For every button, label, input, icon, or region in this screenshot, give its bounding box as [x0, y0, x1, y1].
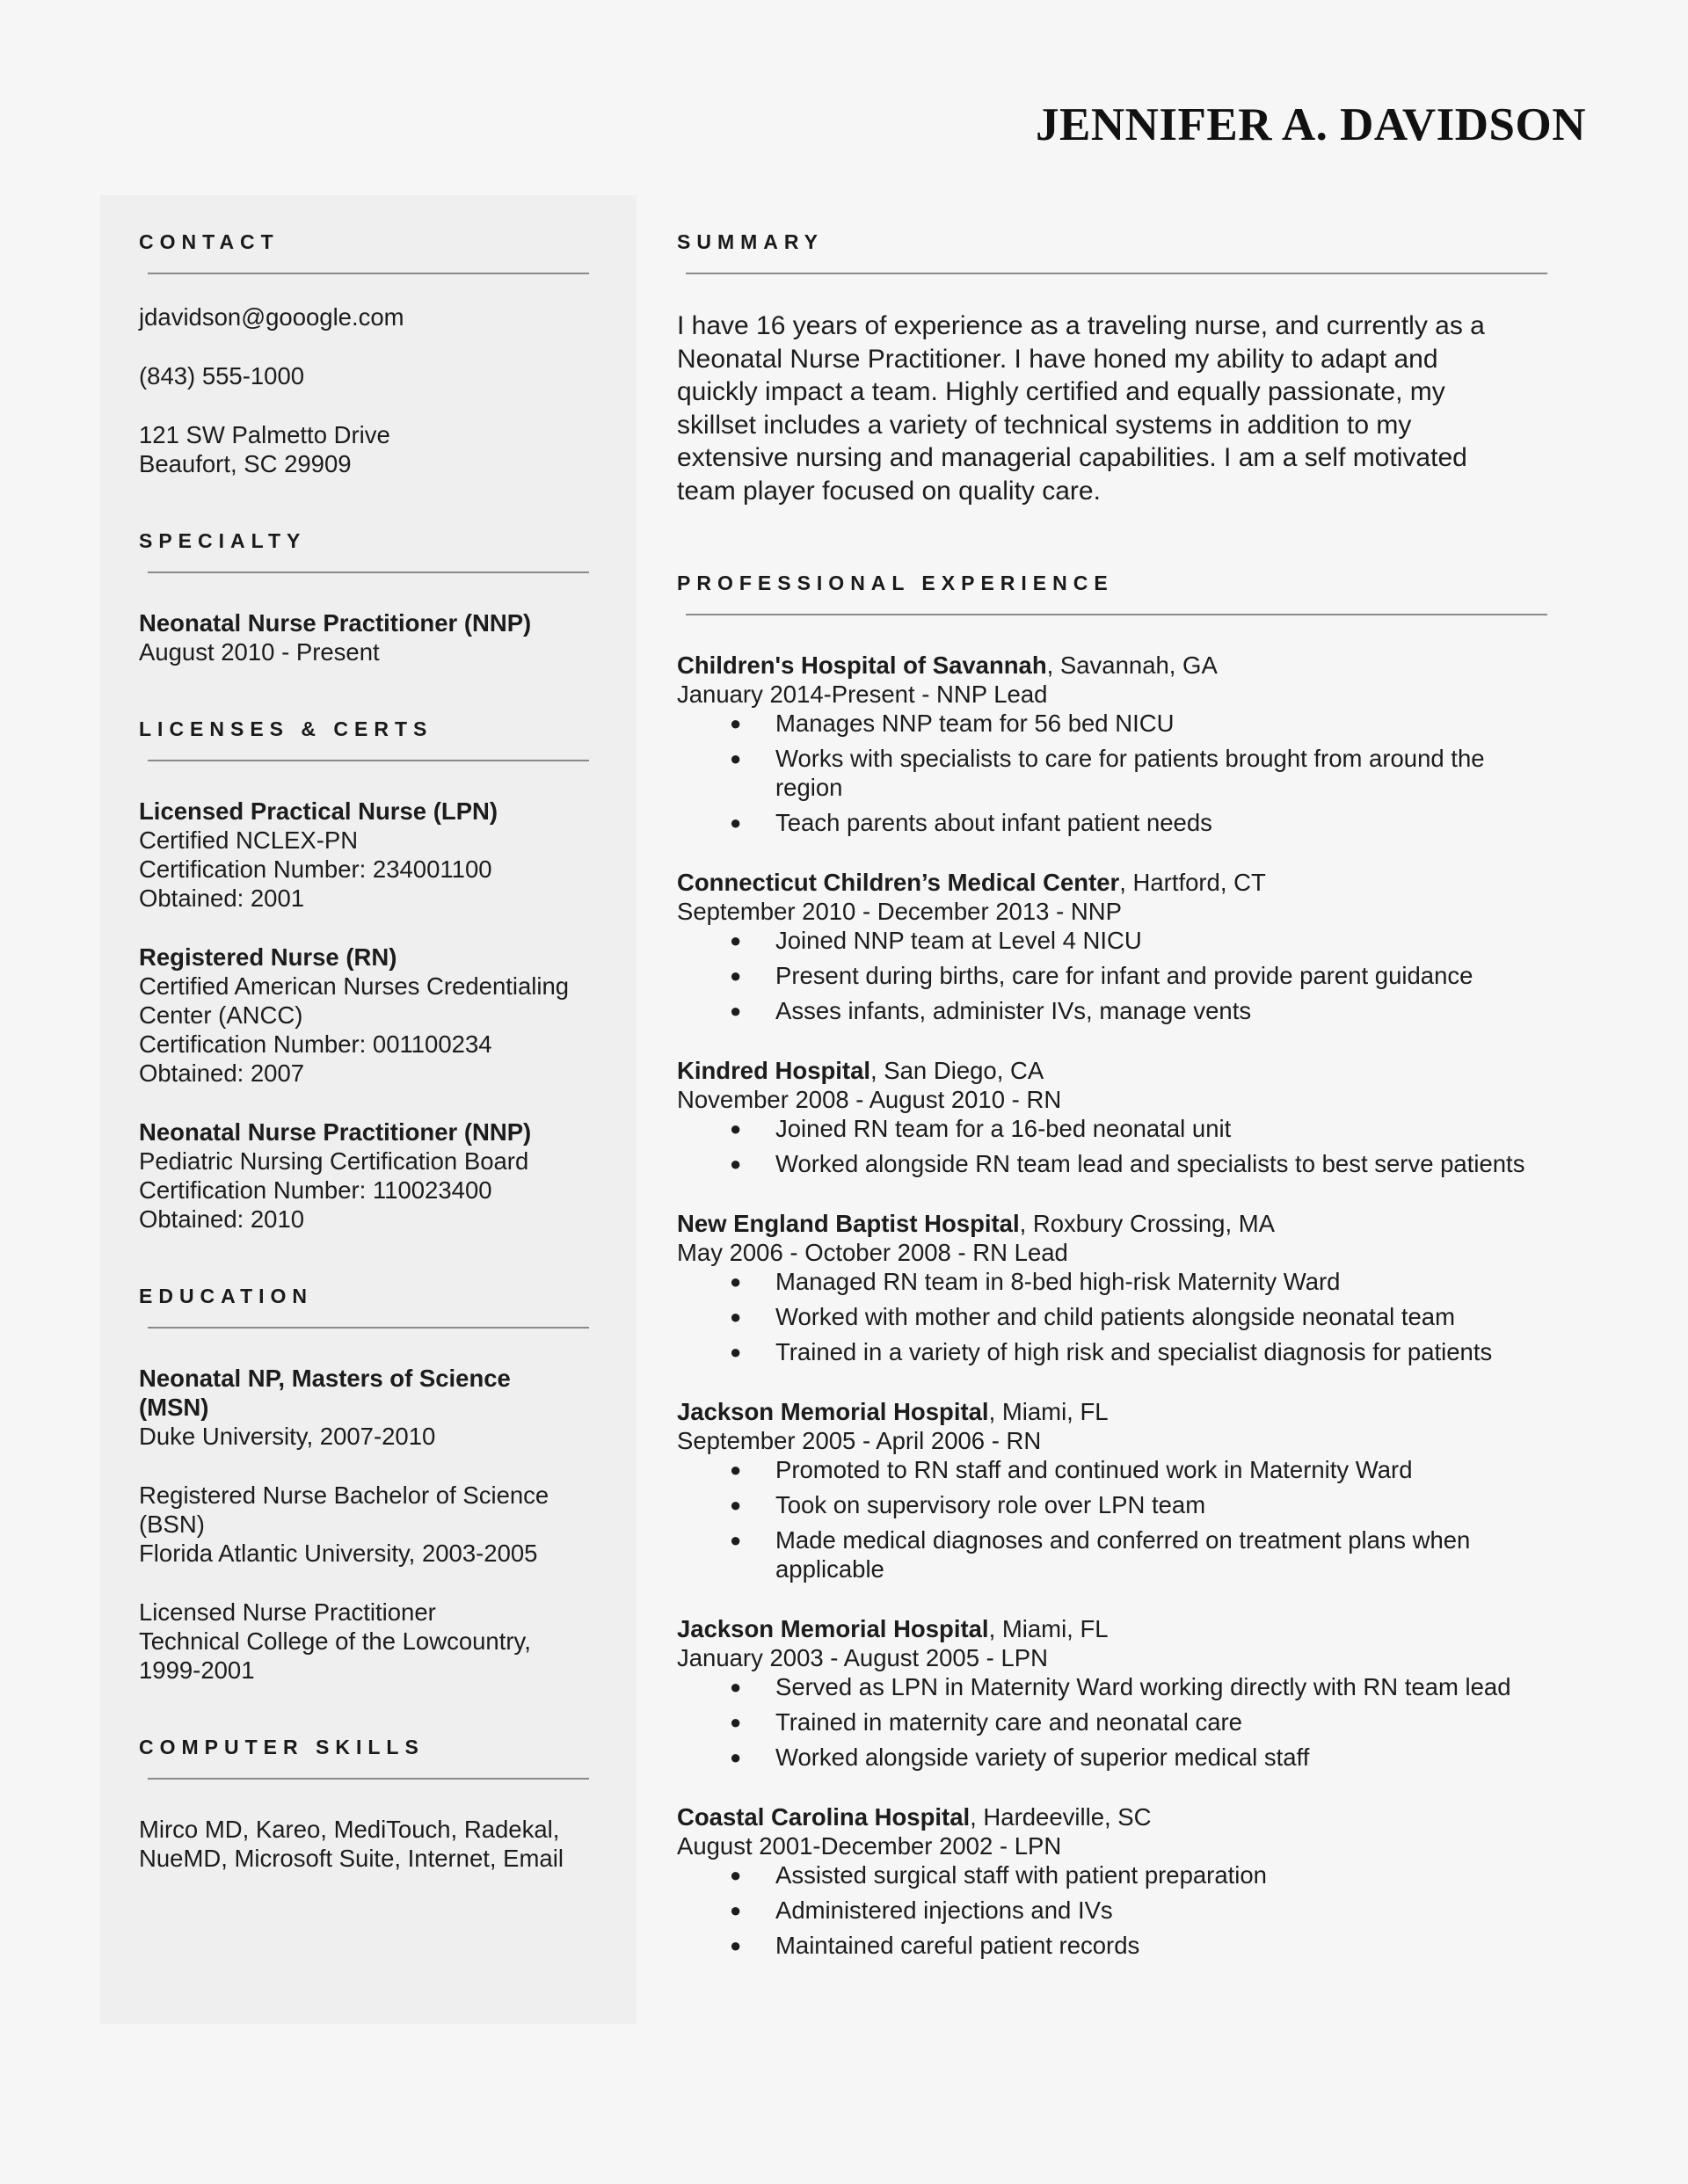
experience-section: [677, 568, 1556, 1960]
employer-name: Coastal Carolina Hospital: [677, 1803, 971, 1831]
bullet-line: Joined NNP team at Level 4 NICU: [775, 927, 1142, 954]
summary-line: I have 16 years of experience as a traveling nurse, and currently as a: [677, 311, 1485, 340]
job-bullet: [677, 1114, 1556, 1143]
skills-section: [139, 1732, 596, 1873]
bullet-line: Trained in a variety of high risk and specialist diagnosis for patients: [775, 1338, 1493, 1365]
education-section: [139, 1281, 596, 1685]
job-dates: January 2003 - August 2005 - LPN: [677, 1644, 1048, 1671]
bullet-icon: ●: [730, 1529, 742, 1551]
summary-line: quickly impact a team. Highly certified and equally passionate, my: [677, 377, 1445, 406]
education-detail: Licensed Nurse Practitioner: [139, 1598, 436, 1626]
summary-heading: SUMMARY: [677, 230, 824, 253]
bullet-icon: ●: [730, 1459, 742, 1481]
license-title: Neonatal Nurse Practitioner (NNP): [139, 1118, 532, 1146]
job-bullet: [677, 1337, 1556, 1366]
bullet-icon: ●: [730, 1341, 742, 1363]
degree-title: Neonatal NP, Masters of Science: [139, 1365, 511, 1392]
contact-email: jdavidson@gooogle.com: [139, 303, 404, 331]
bullet-icon: ●: [730, 1676, 742, 1698]
job-bullets: [677, 1114, 1556, 1178]
job-bullet: [677, 926, 1556, 955]
job-header: [677, 651, 1556, 680]
license-detail: Certification Number: 234001100: [139, 855, 492, 883]
contact-section: [139, 227, 596, 478]
employer-name: Children's Hospital of Savannah: [677, 652, 1047, 679]
candidate-name: JENNIFER A. DAVIDSON: [1036, 99, 1586, 150]
section-divider: [148, 273, 589, 274]
job-bullet: [677, 1860, 1556, 1889]
bullet-line: Maintained careful patient records: [775, 1932, 1140, 1959]
job-header: [677, 1397, 1556, 1426]
education-detail: Registered Nurse Bachelor of Science: [139, 1481, 549, 1509]
job-header: [677, 1209, 1556, 1238]
skills-heading: COMPUTER SKILLS: [139, 1736, 425, 1758]
specialty-entry: [139, 608, 596, 666]
license-detail: Obtained: 2001: [139, 885, 305, 912]
employer-location: , Hardeeville, SC: [970, 1803, 1152, 1831]
job-bullet: [677, 1267, 1556, 1296]
license-detail: Certification Number: 001100234: [139, 1030, 492, 1058]
license-detail: Obtained: 2010: [139, 1205, 305, 1233]
address-line: Beaufort, SC 29909: [139, 450, 352, 477]
skills-line: NueMD, Microsoft Suite, Internet, Email: [139, 1845, 564, 1872]
bullet-line: Managed RN team in 8-bed high-risk Maternity Ward: [775, 1268, 1341, 1295]
bullet-icon: ●: [730, 965, 742, 986]
right-column: [677, 227, 1556, 1960]
license-detail: Pediatric Nursing Certification Board: [139, 1147, 529, 1175]
job-bullet: [677, 709, 1556, 738]
bullet-icon: ●: [730, 747, 742, 769]
license-title: Registered Nurse (RN): [139, 943, 397, 971]
job-entry: [677, 868, 1556, 1025]
education-detail: Technical College of the Lowcountry,: [139, 1627, 531, 1655]
bullet-icon: ●: [730, 712, 742, 734]
summary-section: [677, 227, 1556, 507]
summary-line: Neonatal Nurse Practitioner. I have honed my ability to adapt and: [677, 344, 1438, 374]
summary-line: team player focused on quality care.: [677, 476, 1101, 506]
employer-location: , Miami, FL: [988, 1615, 1109, 1642]
job-bullet: [677, 1896, 1556, 1925]
contact-heading: CONTACT: [139, 230, 280, 253]
skills-entry: [139, 1815, 596, 1873]
education-list: [139, 1364, 596, 1685]
bullet-line: Promoted to RN staff and continued work in Maternity Ward: [775, 1456, 1413, 1483]
section-divider: [148, 1778, 589, 1780]
bullet-icon: ●: [730, 1306, 742, 1328]
job-dates: November 2008 - August 2010 - RN: [677, 1086, 1062, 1113]
experience-heading: PROFESSIONAL EXPERIENCE: [677, 571, 1114, 594]
job-bullet: [677, 1455, 1556, 1484]
job-bullets: [677, 709, 1556, 837]
section-divider: [686, 614, 1547, 615]
job-dates: September 2010 - December 2013 - NNP: [677, 898, 1122, 925]
employer-name: Connecticut Children’s Medical Center: [677, 869, 1120, 896]
education-heading: EDUCATION: [139, 1285, 314, 1307]
bullet-icon: ●: [730, 1117, 742, 1139]
license-detail: Certification Number: 110023400: [139, 1176, 492, 1204]
bullet-line: Teach parents about infant patient needs: [775, 809, 1212, 836]
employer-name: New England Baptist Hospital: [677, 1210, 1020, 1237]
degree-title: (MSN): [139, 1394, 209, 1421]
license-detail: Obtained: 2007: [139, 1059, 305, 1087]
license-entry: [139, 1117, 596, 1234]
license-entry: [139, 797, 596, 913]
contact-phone: (843) 555-1000: [139, 362, 305, 389]
job-entry: [677, 1614, 1556, 1772]
job-entry: [677, 1056, 1556, 1178]
specialty-section: [139, 526, 596, 666]
summary-line: skillset includes a variety of technical systems in addition to my: [677, 410, 1412, 440]
summary-text: [677, 309, 1539, 507]
licenses-section: [139, 714, 596, 1234]
job-bullet: [677, 996, 1556, 1025]
summary-line: extensive nursing and managerial capabilities. I am a self motivated: [677, 443, 1467, 472]
bullet-line: Asses infants, administer IVs, manage vents: [775, 997, 1252, 1024]
employer-name: Jackson Memorial Hospital: [677, 1615, 989, 1642]
license-detail: Certified American Nurses Credentialing: [139, 972, 570, 1000]
job-bullet: [677, 1672, 1556, 1701]
job-bullets: [677, 926, 1556, 1025]
job-bullet: [677, 1707, 1556, 1736]
bullet-line: Trained in maternity care and neonatal care: [775, 1708, 1242, 1736]
bullet-line: Worked alongside variety of superior medical staff: [775, 1744, 1310, 1771]
contact-address: [139, 420, 596, 478]
job-bullet: [677, 1743, 1556, 1772]
job-dates: January 2014-Present - NNP Lead: [677, 681, 1048, 708]
job-header: [677, 1614, 1556, 1643]
section-divider: [148, 760, 589, 761]
bullet-line: Administered injections and IVs: [775, 1896, 1113, 1924]
education-detail: Duke University, 2007-2010: [139, 1423, 436, 1450]
bullet-line: Worked with mother and child patients alongside neonatal team: [775, 1303, 1456, 1330]
section-divider: [148, 1327, 589, 1329]
bullet-line: Made medical diagnoses and conferred on treatment plans when: [775, 1526, 1471, 1554]
job-bullet: [677, 961, 1556, 990]
bullet-icon: ●: [730, 1934, 742, 1956]
job-entry: [677, 1397, 1556, 1583]
bullet-line: Present during births, care for infant and provide parent guidance: [775, 962, 1473, 989]
employer-location: , Miami, FL: [988, 1398, 1109, 1425]
left-column: [139, 227, 596, 1873]
bullet-line: Took on supervisory role over LPN team: [775, 1491, 1206, 1518]
bullet-icon: ●: [730, 1494, 742, 1516]
section-divider: [148, 571, 589, 573]
job-bullet: [677, 1525, 1556, 1583]
employer-location: , San Diego, CA: [870, 1057, 1044, 1084]
bullet-line: Assisted surgical staff with patient preparation: [775, 1861, 1267, 1889]
education-entry: [139, 1598, 596, 1685]
section-divider: [686, 273, 1547, 274]
bullet-line: Served as LPN in Maternity Ward working directly with RN team lead: [775, 1673, 1511, 1700]
bullet-icon: ●: [730, 1746, 742, 1768]
bullet-icon: ●: [730, 929, 742, 951]
job-header: [677, 1056, 1556, 1085]
bullet-line: Manages NNP team for 56 bed NICU: [775, 710, 1175, 737]
job-entry: [677, 651, 1556, 837]
education-detail: 1999-2001: [139, 1656, 255, 1684]
skills-line: Mirco MD, Kareo, MediTouch, Radekal,: [139, 1816, 560, 1843]
specialty-heading: SPECIALTY: [139, 529, 307, 552]
specialty-title: Neonatal Nurse Practitioner (NNP): [139, 609, 532, 637]
bullet-icon: ●: [730, 812, 742, 834]
bullet-line: Worked alongside RN team lead and specialists to best serve patients: [775, 1150, 1525, 1177]
bullet-line: region: [775, 774, 843, 801]
license-detail: Certified NCLEX-PN: [139, 826, 359, 854]
job-bullets: [677, 1860, 1556, 1960]
job-bullet: [677, 744, 1556, 802]
bullet-line: applicable: [775, 1555, 884, 1583]
job-bullet: [677, 1931, 1556, 1960]
licenses-list: [139, 797, 596, 1234]
employer-location: , Savannah, GA: [1046, 652, 1218, 679]
bullet-icon: ●: [730, 1711, 742, 1733]
job-dates: September 2005 - April 2006 - RN: [677, 1427, 1042, 1454]
license-title: Licensed Practical Nurse (LPN): [139, 797, 498, 825]
job-bullet: [677, 1149, 1556, 1178]
education-detail: (BSN): [139, 1511, 205, 1538]
employer-location: , Hartford, CT: [1119, 869, 1266, 896]
specialty-dates: August 2010 - Present: [139, 638, 380, 666]
job-entry: [677, 1802, 1556, 1960]
education-entry: [139, 1364, 596, 1451]
job-bullet: [677, 808, 1556, 837]
licenses-heading: LICENSES & CERTS: [139, 717, 433, 740]
job-bullets: [677, 1455, 1556, 1583]
job-bullets: [677, 1267, 1556, 1366]
bullet-icon: ●: [730, 1899, 742, 1921]
bullet-line: Joined RN team for a 16-bed neonatal unit: [775, 1115, 1232, 1142]
address-line: 121 SW Palmetto Drive: [139, 421, 390, 448]
bullet-icon: ●: [730, 1000, 742, 1022]
education-entry: [139, 1481, 596, 1568]
bullet-icon: ●: [730, 1270, 742, 1292]
job-bullet: [677, 1490, 1556, 1519]
bullet-icon: ●: [730, 1864, 742, 1886]
job-entry: [677, 1209, 1556, 1366]
bullet-line: Works with specialists to care for patients brought from around the: [775, 745, 1485, 772]
education-detail: Florida Atlantic University, 2003-2005: [139, 1540, 538, 1567]
job-header: [677, 868, 1556, 897]
license-detail: Center (ANCC): [139, 1001, 303, 1029]
employer-location: , Roxbury Crossing, MA: [1019, 1210, 1275, 1237]
job-header: [677, 1802, 1556, 1831]
employer-name: Kindred Hospital: [677, 1057, 871, 1084]
employer-name: Jackson Memorial Hospital: [677, 1398, 989, 1425]
job-bullets: [677, 1672, 1556, 1772]
jobs-list: [677, 651, 1556, 1960]
bullet-icon: ●: [730, 1153, 742, 1175]
job-dates: May 2006 - October 2008 - RN Lead: [677, 1239, 1068, 1266]
license-entry: [139, 943, 596, 1088]
job-dates: August 2001-December 2002 - LPN: [677, 1832, 1062, 1860]
job-bullet: [677, 1302, 1556, 1331]
